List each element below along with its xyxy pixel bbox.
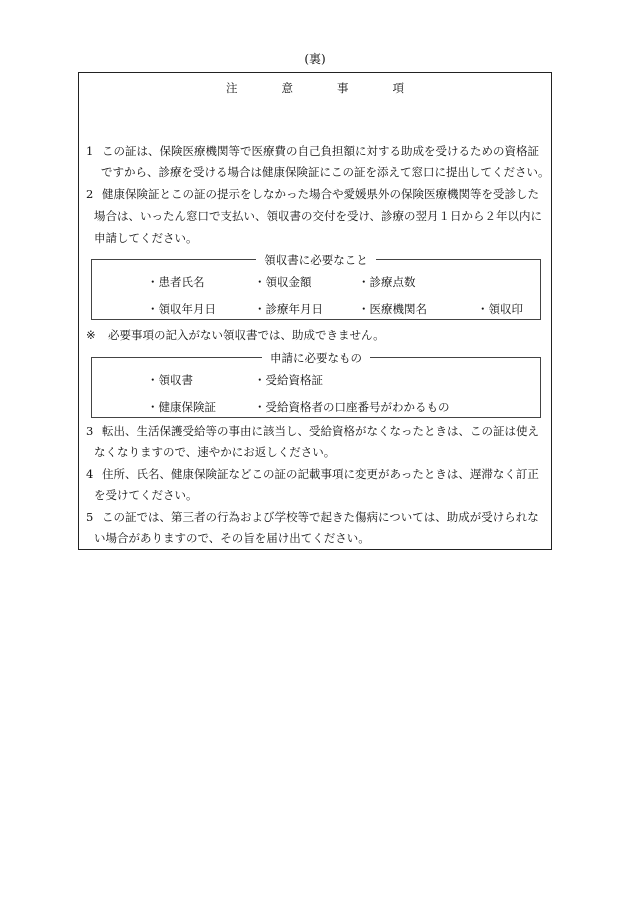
receipt-requirement: ・診療年月日 — [254, 302, 323, 316]
item-number: 3 — [86, 424, 94, 438]
receipt-requirement: ・診療点数 — [358, 275, 416, 289]
application-requirements-box — [91, 351, 541, 418]
notice-item-5-line2: い場合がありますので、その旨を届け出てください。 — [94, 531, 370, 545]
item-text: 転出、生活保護受給等の事由に該当し、受給資格がなくなったときは、この証は使え — [102, 424, 539, 438]
item-number: 5 — [86, 510, 94, 524]
notice-title — [79, 80, 551, 96]
receipt-requirement: ・領収金額 — [254, 275, 312, 289]
receipt-requirements-box — [91, 253, 541, 320]
notice-item-5-line1 — [86, 509, 539, 525]
page-heading: (裏) — [304, 52, 326, 66]
receipt-requirement: ・医療機関名 — [358, 302, 427, 316]
notice-item-2-line3: 申請してください。 — [94, 231, 198, 245]
receipt-box-label: 領収書に必要なこと — [256, 253, 376, 267]
notice-frame — [78, 72, 552, 550]
notice-item-4-line2: を受けてください。 — [94, 488, 198, 502]
notice-item-3-line2: なくなりますので、速やかにお返しください。 — [94, 445, 336, 459]
item-text: この証では、第三者の行為および学校等で起きた傷病については、助成が受けられな — [102, 510, 539, 524]
application-requirement: ・受給資格証 — [254, 373, 323, 387]
item-text: 住所、氏名、健康保険証などこの証の記載事項に変更があったときは、遅滞なく訂正 — [102, 467, 539, 481]
receipt-note — [86, 327, 385, 343]
notice-item-1-line2: ですから、診療を受ける場合は健康保険証にこの証を添えて窓口に提出してください。 — [101, 165, 550, 179]
item-number: 1 — [86, 144, 94, 158]
item-text: この証は、保険医療機関等で医療費の自己負担額に対する助成を受けるための資格証 — [102, 144, 539, 158]
notice-item-3-line1 — [86, 423, 539, 439]
notice-item-2-line1 — [86, 186, 539, 202]
application-requirement: ・健康保険証 — [147, 400, 216, 414]
notice-item-2-line2: 場合は、いったん窓口で支払い、領収書の交付を受け、診療の翌月１日から２年以内に — [94, 209, 543, 223]
notice-title-char: 事 — [337, 81, 349, 95]
application-box-label: 申請に必要なもの — [262, 351, 370, 365]
item-number: 4 — [86, 467, 94, 481]
application-requirement: ・受給資格者の口座番号がわかるもの — [254, 400, 450, 414]
notice-item-4-line1 — [86, 466, 539, 482]
notice-title-char: 注 — [226, 81, 238, 95]
item-text: 健康保険証とこの証の提示をしなかった場合や愛媛県外の保険医療機関等を受診した — [102, 187, 539, 201]
notice-title-char: 意 — [281, 81, 293, 95]
receipt-requirement: ・領収印 — [477, 302, 523, 316]
application-requirement: ・領収書 — [147, 373, 193, 387]
receipt-requirement: ・患者氏名 — [147, 275, 205, 289]
notice-title-char: 項 — [392, 81, 404, 95]
receipt-requirement: ・領収年月日 — [147, 302, 216, 316]
item-number: 2 — [86, 187, 94, 201]
note-text: 必要事項の記入がない領収書では、助成できません。 — [108, 328, 385, 342]
note-mark: ※ — [86, 328, 96, 342]
notice-item-1-line1 — [86, 143, 539, 159]
